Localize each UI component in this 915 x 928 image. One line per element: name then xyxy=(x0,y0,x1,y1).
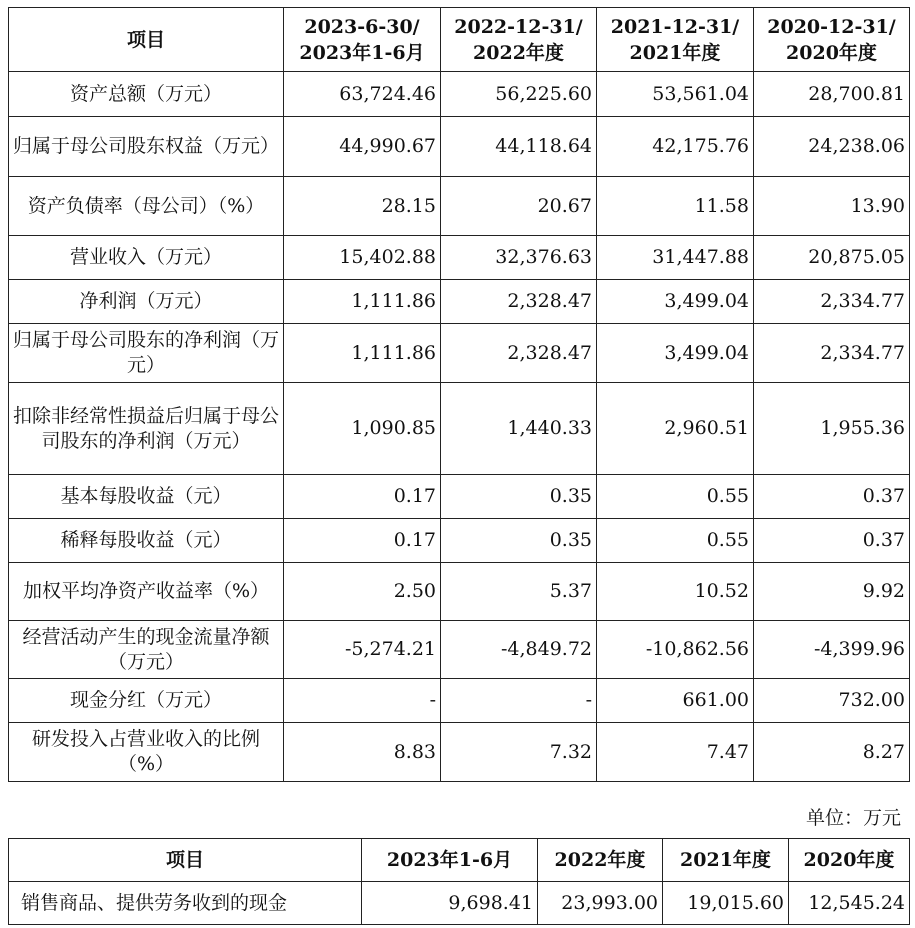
cell-value: 8.27 xyxy=(754,723,910,782)
cell-value: 42,175.76 xyxy=(597,117,754,177)
row-label: 净利润（万元） xyxy=(9,280,284,324)
cell-value: 1,955.36 xyxy=(754,383,910,475)
row-label: 营业收入（万元） xyxy=(9,236,284,280)
row-label: 研发投入占营业收入的比例（%） xyxy=(9,723,284,782)
table-row xyxy=(9,177,910,236)
table-row xyxy=(9,280,910,324)
header-2021: 2021-12-31/ 2021年度 xyxy=(597,8,754,72)
cell-value: 20,875.05 xyxy=(754,236,910,280)
cell-value: 2,334.77 xyxy=(754,280,910,324)
cash-flow-table xyxy=(8,838,910,925)
cell-value: 53,561.04 xyxy=(597,72,754,117)
cell-value: 1,090.85 xyxy=(284,383,441,475)
cell-value: 10.52 xyxy=(597,563,754,621)
cell-value: 0.37 xyxy=(754,475,910,519)
table-row xyxy=(9,72,910,117)
cell-value: 20.67 xyxy=(441,177,597,236)
header-2023h1: 2023-6-30/ 2023年1-6月 xyxy=(284,8,441,72)
table-row xyxy=(9,117,910,177)
header-2022: 2022-12-31/ 2022年度 xyxy=(441,8,597,72)
cell-value: 3,499.04 xyxy=(597,280,754,324)
cell-value: 0.17 xyxy=(284,519,441,563)
row-label: 现金分红（万元） xyxy=(9,679,284,723)
row-label: 扣除非经常性损益后归属于母公司股东的净利润（万元） xyxy=(9,383,284,475)
cell-value: 7.47 xyxy=(597,723,754,782)
table-row xyxy=(9,519,910,563)
cell-value: 44,118.64 xyxy=(441,117,597,177)
cell-value: - xyxy=(441,679,597,723)
cell-value: 63,724.46 xyxy=(284,72,441,117)
header-row xyxy=(9,8,910,72)
cell-value: 0.35 xyxy=(441,519,597,563)
cell-value: 2,328.47 xyxy=(441,324,597,383)
cell-value: -4,849.72 xyxy=(441,621,597,679)
row-label: 销售商品、提供劳务收到的现金 xyxy=(9,882,362,925)
cell-value: 24,238.06 xyxy=(754,117,910,177)
header-item: 项目 xyxy=(9,8,284,72)
cell-value: 19,015.60 xyxy=(663,882,789,925)
row-label: 稀释每股收益（元） xyxy=(9,519,284,563)
row-label: 加权平均净资产收益率（%） xyxy=(9,563,284,621)
cell-value: 2.50 xyxy=(284,563,441,621)
header-2021: 2021年度 xyxy=(663,839,789,882)
table-row xyxy=(9,475,910,519)
cell-value: 1,111.86 xyxy=(284,280,441,324)
cell-value: 2,334.77 xyxy=(754,324,910,383)
cell-value: 7.32 xyxy=(441,723,597,782)
table-row xyxy=(9,324,910,383)
financial-summary-table xyxy=(8,7,910,782)
unit-note: 单位：万元 xyxy=(805,807,901,829)
cell-value: -4,399.96 xyxy=(754,621,910,679)
row-label: 资产总额（万元） xyxy=(9,72,284,117)
cell-value: 9.92 xyxy=(754,563,910,621)
cell-value: 23,993.00 xyxy=(538,882,663,925)
cell-value: 8.83 xyxy=(284,723,441,782)
cell-value: 1,111.86 xyxy=(284,324,441,383)
cell-value: 1,440.33 xyxy=(441,383,597,475)
row-label: 资产负债率（母公司）（%） xyxy=(9,177,284,236)
cell-value: 44,990.67 xyxy=(284,117,441,177)
cell-value: 5.37 xyxy=(441,563,597,621)
header-2023h1: 2023年1-6月 xyxy=(362,839,538,882)
cell-value: 2,960.51 xyxy=(597,383,754,475)
table-row xyxy=(9,882,910,925)
row-label: 归属于母公司股东的净利润（万元） xyxy=(9,324,284,383)
cell-value: 11.58 xyxy=(597,177,754,236)
cell-value: 0.35 xyxy=(441,475,597,519)
cell-value: 28.15 xyxy=(284,177,441,236)
cell-value: 0.17 xyxy=(284,475,441,519)
header-2022: 2022年度 xyxy=(538,839,663,882)
table-row xyxy=(9,236,910,280)
row-label: 归属于母公司股东权益（万元） xyxy=(9,117,284,177)
cell-value: 0.55 xyxy=(597,519,754,563)
table-row xyxy=(9,621,910,679)
cell-value: 0.55 xyxy=(597,475,754,519)
row-label: 基本每股收益（元） xyxy=(9,475,284,519)
cell-value: 732.00 xyxy=(754,679,910,723)
cell-value: -10,862.56 xyxy=(597,621,754,679)
header-item: 项目 xyxy=(9,839,362,882)
cell-value: 15,402.88 xyxy=(284,236,441,280)
cell-value: 661.00 xyxy=(597,679,754,723)
header-2020: 2020年度 xyxy=(789,839,910,882)
cell-value: 13.90 xyxy=(754,177,910,236)
cell-value: 28,700.81 xyxy=(754,72,910,117)
cell-value: 2,328.47 xyxy=(441,280,597,324)
header-row xyxy=(9,839,910,882)
cell-value: -5,274.21 xyxy=(284,621,441,679)
cell-value: 31,447.88 xyxy=(597,236,754,280)
cell-value: 9,698.41 xyxy=(362,882,538,925)
table-row xyxy=(9,679,910,723)
row-label: 经营活动产生的现金流量净额（万元） xyxy=(9,621,284,679)
cell-value: 32,376.63 xyxy=(441,236,597,280)
header-2020: 2020-12-31/ 2020年度 xyxy=(754,8,910,72)
cell-value: 3,499.04 xyxy=(597,324,754,383)
cell-value: 0.37 xyxy=(754,519,910,563)
cell-value: - xyxy=(284,679,441,723)
cell-value: 56,225.60 xyxy=(441,72,597,117)
table-row xyxy=(9,383,910,475)
table-row xyxy=(9,563,910,621)
table-row xyxy=(9,723,910,782)
cell-value: 12,545.24 xyxy=(789,882,910,925)
